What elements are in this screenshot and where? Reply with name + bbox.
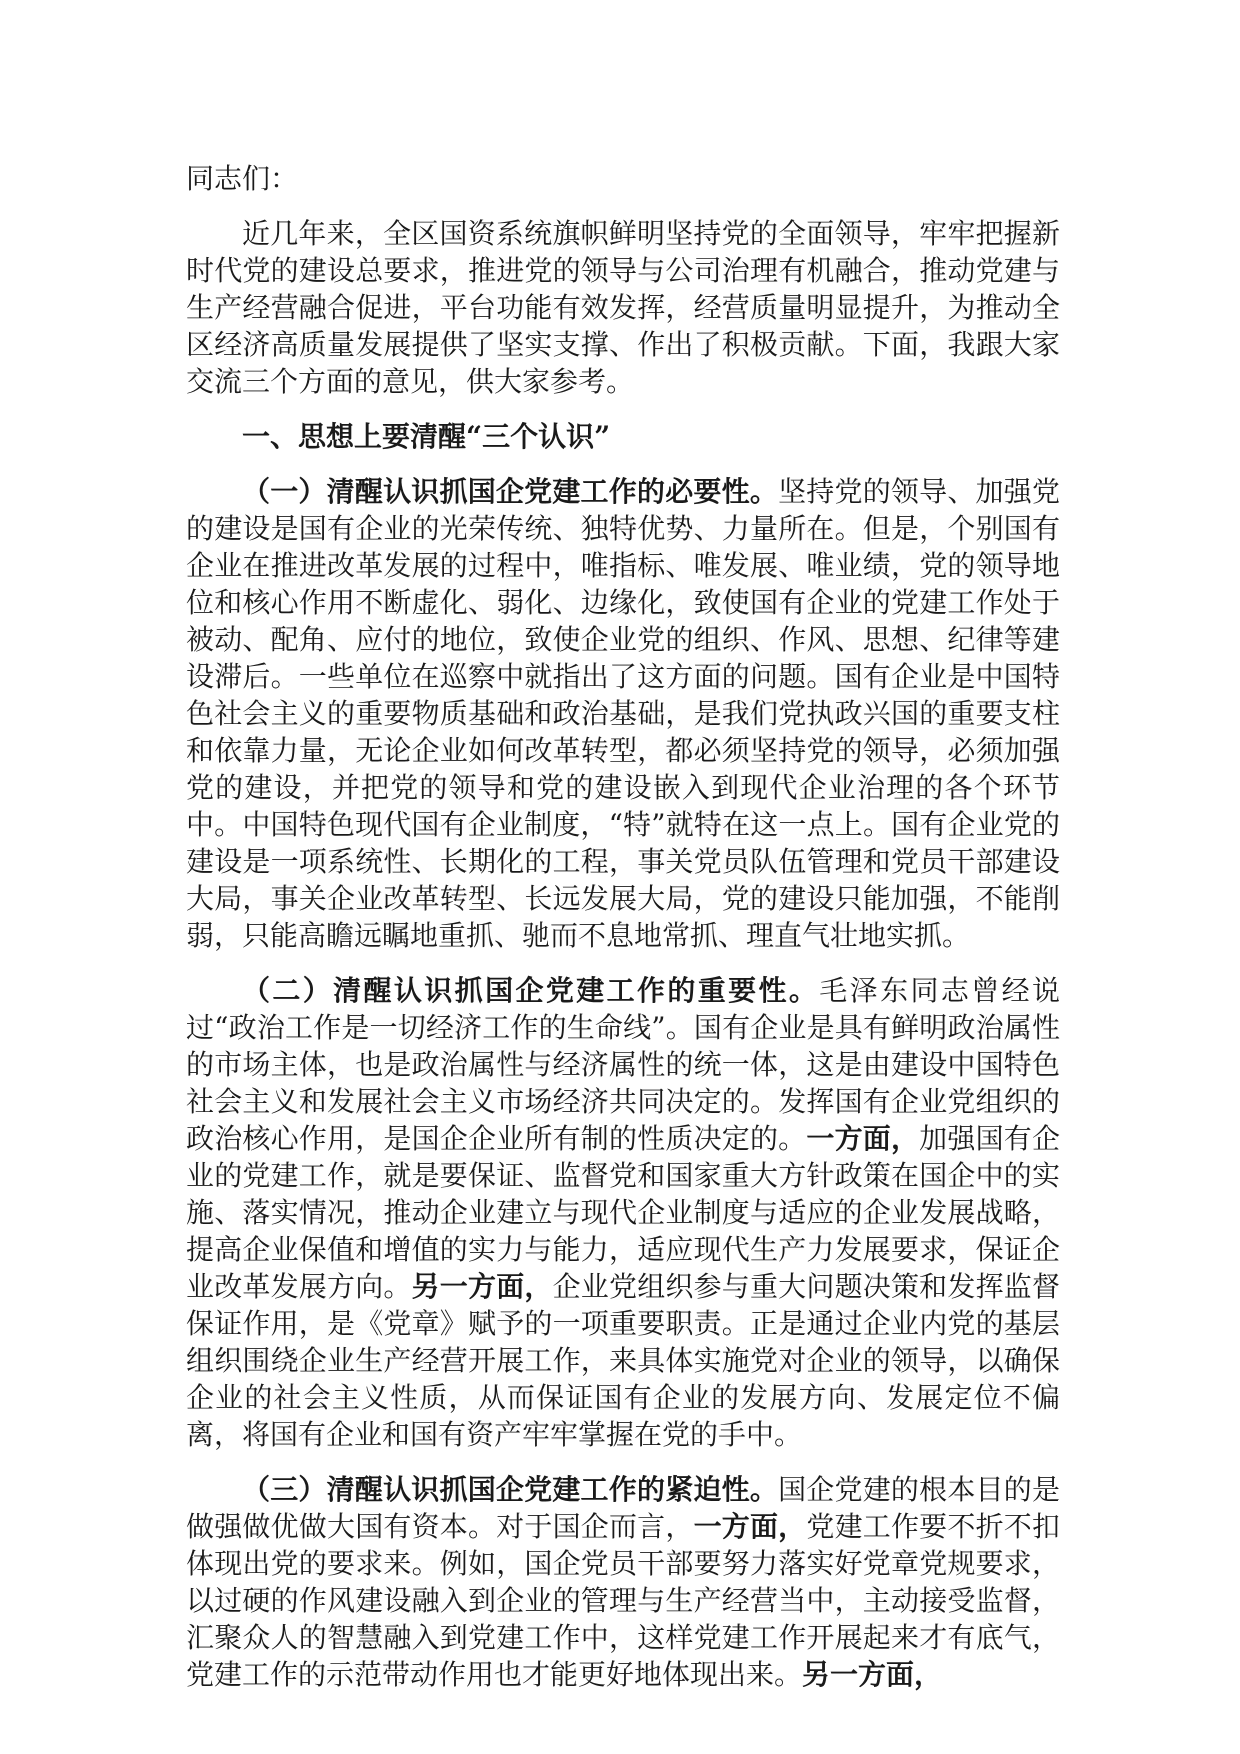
- paragraph-body: 毛泽东同志曾经说过“政治工作是一切经济工作的生命线”。国有企业是具有鲜明政治属性的市场主体，也是政治属性与经济属性的统一体，这是由建设中国特色社会主义和发展社会主义市场经济共同决定的。发挥国有企业党组织的政治核心作用，是国企企业所有制的性质决定的。: [186, 974, 1060, 1155]
- paragraph-title: （一）清醒认识抓国企党建工作的必要性。: [242, 475, 779, 508]
- document-page: [186, 160, 1060, 1711]
- emphasis-text: 一方面，: [806, 1122, 920, 1155]
- paragraph-necessity: [186, 473, 1060, 954]
- section-heading: 一、思想上要清醒“三个认识”: [242, 420, 611, 453]
- paragraph-title: （二）清醒认识抓国企党建工作的重要性。: [242, 974, 820, 1007]
- emphasis-text: 另一方面，: [411, 1270, 553, 1303]
- paragraph-importance: [186, 972, 1060, 1453]
- paragraph-title: （三）清醒认识抓国企党建工作的紧迫性。: [242, 1473, 779, 1506]
- emphasis-text: 另一方面，: [802, 1658, 943, 1691]
- intro-paragraph: 近几年来，全区国资系统旗帜鲜明坚持党的全面领导，牢牢把握新时代党的建设总要求，推进党的领导与公司治理有机融合，推动党建与生产经营融合促进，平台功能有效发挥，经营质量明显提升，为推动全区经济高质量发展提供了坚实支撑、作出了积极贡献。下面，我跟大家交流三个方面的意见，供大家参考。: [186, 217, 1060, 398]
- paragraph-body: 国企党建的根本目的是做强做优做大国有资本。对于国企而言，: [186, 1473, 1060, 1543]
- paragraph-body: 党建工作要不折不扣体现出党的要求来。例如，国企党员干部要努力落实好党章党规要求，以过硬的作风建设融入到企业的管理与生产经营当中，主动接受监督，汇聚众人的智慧融入到党建工作中，这样党建工作开展起来才有底气，党建工作的示范带动作用也才能更好地体现出来。: [186, 1510, 1060, 1691]
- paragraph-body: 坚持党的领导、加强党的建设是国有企业的光荣传统、独特优势、力量所在。但是，个别国有企业在推进改革发展的过程中，唯指标、唯发展、唯业绩，党的领导地位和核心作用不断虚化、弱化、边缘化，致使国有企业的党建工作处于被动、配角、应付的地位，致使企业党的组织、作风、思想、纪律等建设滞后。一些单位在巡察中就指出了这方面的问题。国有企业是中国特色社会主义的重要物质基础和政治基础，是我们党执政兴国的重要支柱和依靠力量，无论企业如何改革转型，都必须坚持党的领导，必须加强党的建设，并把党的领导和党的建设嵌入到现代企业治理的各个环节中。中国特色现代国有企业制度，“特”就特在这一点上。国有企业党的建设是一项系统性、长期化的工程，事关党员队伍管理和党员干部建设大局，事关企业改革转型、长远发展大局，党的建设只能加强，不能削弱，只能高瞻远瞩地重抓、驰而不息地常抓、理直气壮地实抓。: [186, 475, 1060, 952]
- paragraph-body: 加强国有企业的党建工作，就是要保证、监督党和国家重大方针政策在国企中的实施、落实情况，推动企业建立与现代企业制度与适应的企业发展战略，提高企业保值和增值的实力与能力，适应现代生产力发展要求，保证企业改革发展方向。: [186, 1122, 1060, 1303]
- paragraph-body: 企业党组织参与重大问题决策和发挥监督保证作用，是《党章》赋予的一项重要职责。正是通过企业内党的基层组织围绕企业生产经营开展工作，来具体实施党对企业的领导，以确保企业的社会主义性质，从而保证国有企业的发展方向、发展定位不偏离，将国有企业和国有资产牢牢掌握在党的手中。: [186, 1270, 1060, 1451]
- emphasis-text: 一方面，: [693, 1510, 807, 1543]
- paragraph-urgency: [186, 1471, 1060, 1693]
- salutation: 同志们：: [186, 162, 299, 195]
